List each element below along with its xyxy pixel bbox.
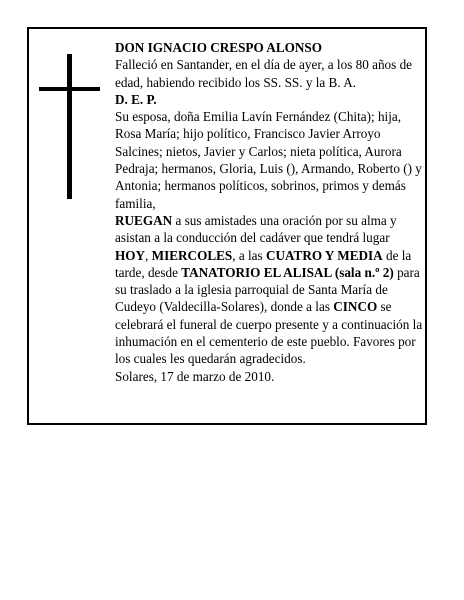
deceased-name: DON IGNACIO CRESPO ALONSO [115,40,323,55]
cross-vertical-bar [67,54,72,199]
request-text-5: para su traslado a la iglesia parroquial de Santa María de Cudeyo (Valdecilla-Solares), donde a las [115,264,420,315]
funeral-home: TANATORIO EL ALISAL (sala n.º 2) [181,264,394,280]
hoy-word: HOY [115,247,146,263]
notice-text [115,39,423,385]
request-text-6: se celebrará el funeral de cuerpo presente y a continuación la inhumación en el cementerio de este pueblo. Favores por los cuales les quedarán agradecidos. [115,299,423,367]
death-announcement: Falleció en Santander, en el día de ayer, a los 80 años de edad, habiendo recibido los SS. SS. y la B. A. [115,57,413,90]
rest-in-peace: D. E. P. [115,91,157,107]
ruegan-word: RUEGAN [115,212,173,228]
family-list: Su esposa, doña Emilia Lavín Fernández (Chita); hija, Rosa María; hijo político, Francisco Javier Arroyo Salcines; nietos, Javier y Carlos; nieta política, Aurora Pedraja; hermanos, Gloria, Luis (), Armando, Roberto () y Antonia; hermanos políticos, sobrinos, primos y demás familia, [115,109,422,211]
request-text-1: a sus amistades una oración por su alma y asistan a la conducción del cadáver que tendrá lugar [115,212,397,246]
funeral-request [115,212,423,368]
request-text-4: de la tarde, desde [115,247,412,280]
time-words: CUATRO Y MEDIA [265,247,383,263]
day-word: MIERCOLES [151,247,233,263]
cross-horizontal-bar [39,87,100,91]
obituary-notice [27,27,427,425]
cinco-word: CINCO [333,299,378,315]
request-text-2: , [145,247,152,263]
request-text-3: , a las [232,247,266,263]
place-date: Solares, 17 de marzo de 2010. [115,368,275,384]
